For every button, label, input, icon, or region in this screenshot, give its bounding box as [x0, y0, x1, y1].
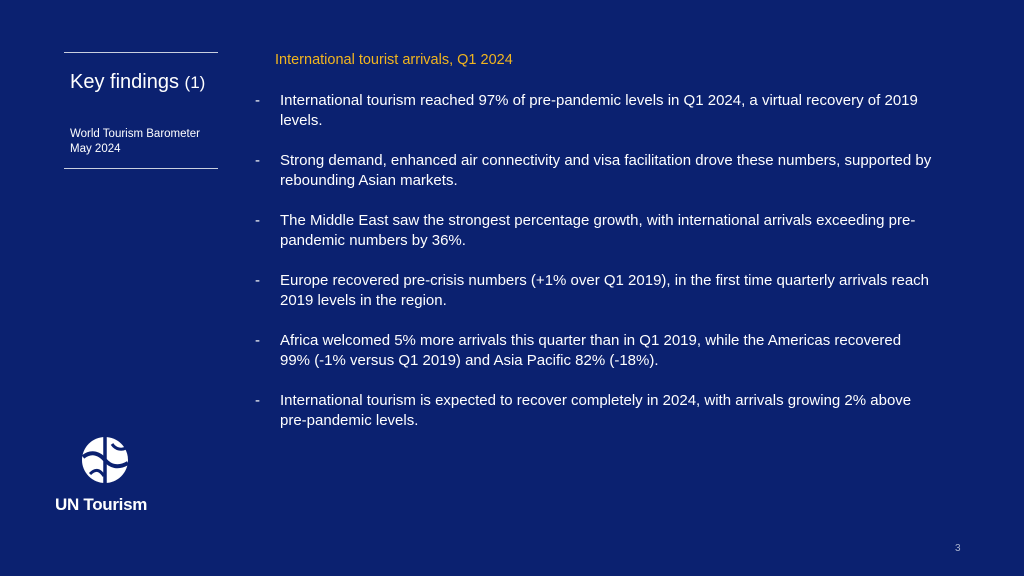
content-heading: International tourist arrivals, Q1 2024: [275, 52, 513, 68]
report-date: May 2024: [70, 143, 121, 155]
report-name: World Tourism Barometer: [70, 128, 200, 140]
top-divider: [64, 52, 218, 53]
bullet-text: International tourism reached 97% of pre-pandemic levels in Q1 2024, a virtual recovery of 2019 levels.: [280, 92, 918, 129]
section-title: [70, 69, 205, 96]
bullet-text: Strong demand, enhanced air connectivity and visa facilitation drove these numbers, supported by rebounding Asian markets.: [280, 152, 932, 189]
bottom-divider: [64, 168, 218, 169]
un-tourism-logo-icon: [78, 436, 132, 484]
list-item: [255, 151, 935, 191]
list-item: [255, 91, 935, 131]
bullet-marker: -: [255, 92, 260, 109]
page-number: 3: [955, 543, 961, 554]
bullet-marker: -: [255, 272, 260, 289]
list-item: [255, 271, 935, 311]
bullet-marker: -: [255, 332, 260, 349]
bullet-marker: -: [255, 392, 260, 409]
bullet-marker: -: [255, 152, 260, 169]
list-item: [255, 331, 935, 371]
section-title-number: (1): [184, 73, 206, 92]
bullet-text: Europe recovered pre-crisis numbers (+1% over Q1 2019), in the first time quarterly arrivals reach 2019 levels in the region.: [280, 272, 930, 309]
report-subtitle: [70, 127, 200, 157]
bullet-marker: -: [255, 212, 260, 229]
section-title-text: Key findings: [70, 71, 179, 93]
list-item: [255, 391, 935, 431]
list-item: [255, 211, 935, 251]
bullet-text: The Middle East saw the strongest percentage growth, with international arrivals exceeding pre-pandemic numbers by 36%.: [280, 212, 916, 249]
bullet-text: International tourism is expected to recover completely in 2024, with arrivals growing 2% above pre-pandemic levels.: [280, 392, 912, 429]
bullet-text: Africa welcomed 5% more arrivals this quarter than in Q1 2019, while the Americas recovered 99% (-1% versus Q1 2019) and Asia Pacific 82% (-18%).: [280, 332, 902, 369]
brand-name: UN Tourism: [55, 495, 148, 514]
findings-list: [255, 91, 935, 451]
